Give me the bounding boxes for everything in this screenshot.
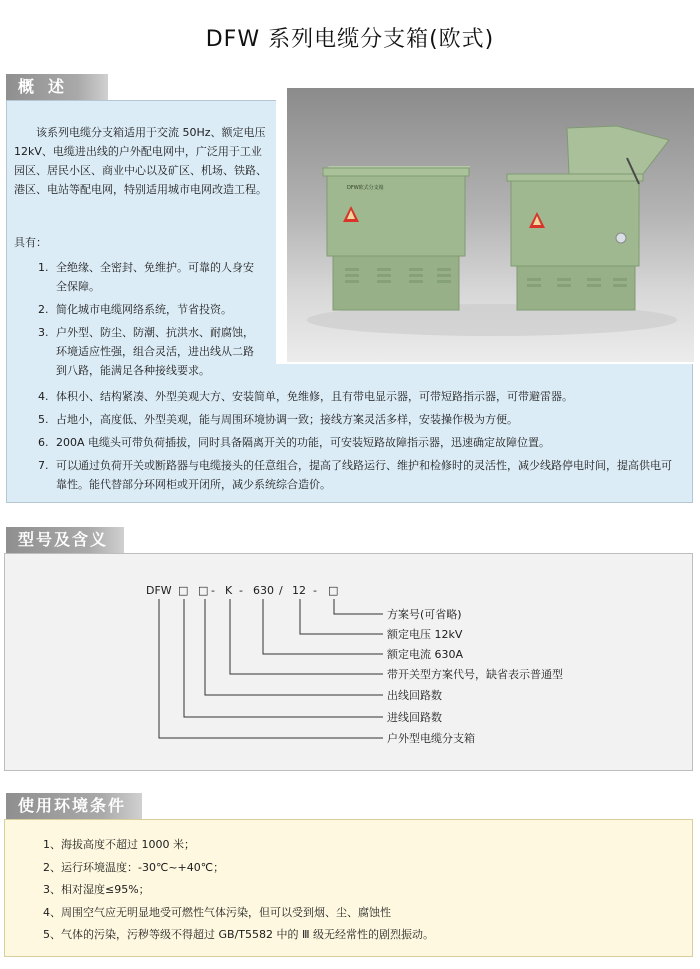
- code-prefix: DFW: [146, 584, 172, 597]
- cabinet-label: DFW欧式分支箱: [347, 185, 384, 191]
- code-dash: -: [313, 584, 317, 597]
- feature-item: [38, 300, 274, 319]
- feature-text: 全绝缘、全密封、免维护。可靠的人身安全保障。: [56, 261, 254, 293]
- meaning-scheme: 方案号(可省略): [387, 608, 462, 621]
- model-code-diagram: [0, 553, 700, 771]
- meaning-outlet: 出线回路数: [387, 689, 442, 702]
- code-dash: -: [211, 584, 215, 597]
- feature-number: 1.: [38, 261, 49, 274]
- feature-text: 占地小，高度低、外型美观，能与周围环境协调一致；接线方案灵活多样，安装操作极为方便。: [56, 413, 518, 426]
- overview-heading: 概述: [6, 74, 108, 100]
- cabinet-illustration: [287, 88, 694, 362]
- feature-item: [38, 456, 678, 494]
- feature-text: 简化城市电缆网络系统，节省投资。: [56, 303, 232, 316]
- code-voltage: 12: [292, 584, 306, 597]
- feature-number: 7.: [38, 459, 49, 472]
- left-cabinet: [321, 166, 471, 310]
- feature-number: 4.: [38, 390, 49, 403]
- feature-item: [38, 323, 262, 380]
- meaning-current: 额定电流 630A: [387, 648, 464, 661]
- environment-item: 4、周围空气应无明显地受可燃性气体污染，但可以受到烟、尘、腐蚀性: [43, 906, 391, 919]
- feature-number: 5.: [38, 413, 49, 426]
- right-cabinet: [507, 126, 669, 310]
- overview-intro: 该系列电缆分支箱适用于交流 50Hz、额定电压 12kV、电缆进出线的户外配电网中，广泛用于工业园区、居民小区、商业中心以及矿区、机场、铁路、港区、电站等配电网，特别适用城市电网改造工程。: [14, 126, 267, 196]
- environment-item: 2、运行环境温度：-30℃~+40℃；: [43, 861, 225, 874]
- feature-number: 2.: [38, 303, 49, 316]
- code-dash: -: [239, 584, 243, 597]
- code-switch-k: K: [225, 584, 233, 597]
- environment-item: 3、相对湿度≤95%；: [43, 883, 150, 896]
- feature-item: [38, 258, 258, 296]
- feature-text: 户外型、防尘、防潮、抗洪水、耐腐蚀，环境适应性强，组合灵活，进出线从二路到八路，能满足各种接线要求。: [56, 326, 254, 377]
- feature-number: 3.: [38, 326, 49, 339]
- code-slash: /: [279, 584, 283, 597]
- meaning-inlet: 进线回路数: [387, 711, 442, 724]
- meaning-type: 户外型电缆分支箱: [387, 732, 475, 745]
- page-title: DFW 系列电缆分支箱(欧式): [205, 27, 495, 52]
- code-current: 630: [253, 584, 274, 597]
- feature-item: [38, 410, 678, 429]
- feature-text: 可以通过负荷开关或断路器与电缆接头的任意组合，提高了线路运行、维护和检修时的灵活性，减少线路停电时间，提高供电可靠性。能代替部分环网柜或开闭所，减少系统综合造价。: [56, 459, 672, 491]
- environment-heading: 使用环境条件: [6, 793, 142, 819]
- feature-item: [38, 433, 678, 452]
- product-photo: [287, 88, 694, 362]
- feature-text: 体积小、结构紧凑、外型美观大方、安装简单，免维修，且有带电显示器，可带短路指示器，可带避雷器。: [56, 390, 573, 403]
- model-heading: 型号及含义: [6, 527, 124, 553]
- environment-item: 5、气体的污染，污秽等级不得超过 GB/T5582 中的 Ⅲ 级无经常性的剧烈振动。: [43, 928, 435, 941]
- code-box-inlet: □: [178, 584, 189, 597]
- features-label: 具有：: [14, 236, 47, 249]
- meaning-voltage: 额定电压 12kV: [387, 628, 463, 641]
- code-box-scheme: □: [328, 584, 339, 597]
- feature-number: 6.: [38, 436, 49, 449]
- feature-text: 200A 电缆头可带负荷插拔，同时具备隔离开关的功能，可安装短路故障指示器，迅速确定故障位置。: [56, 436, 551, 449]
- environment-item: 1、海拔高度不超过 1000 米；: [43, 838, 195, 851]
- code-box-outlet: □: [198, 584, 209, 597]
- meaning-switch: 带开关型方案代号，缺省表示普通型: [387, 668, 563, 681]
- feature-item: [38, 387, 678, 406]
